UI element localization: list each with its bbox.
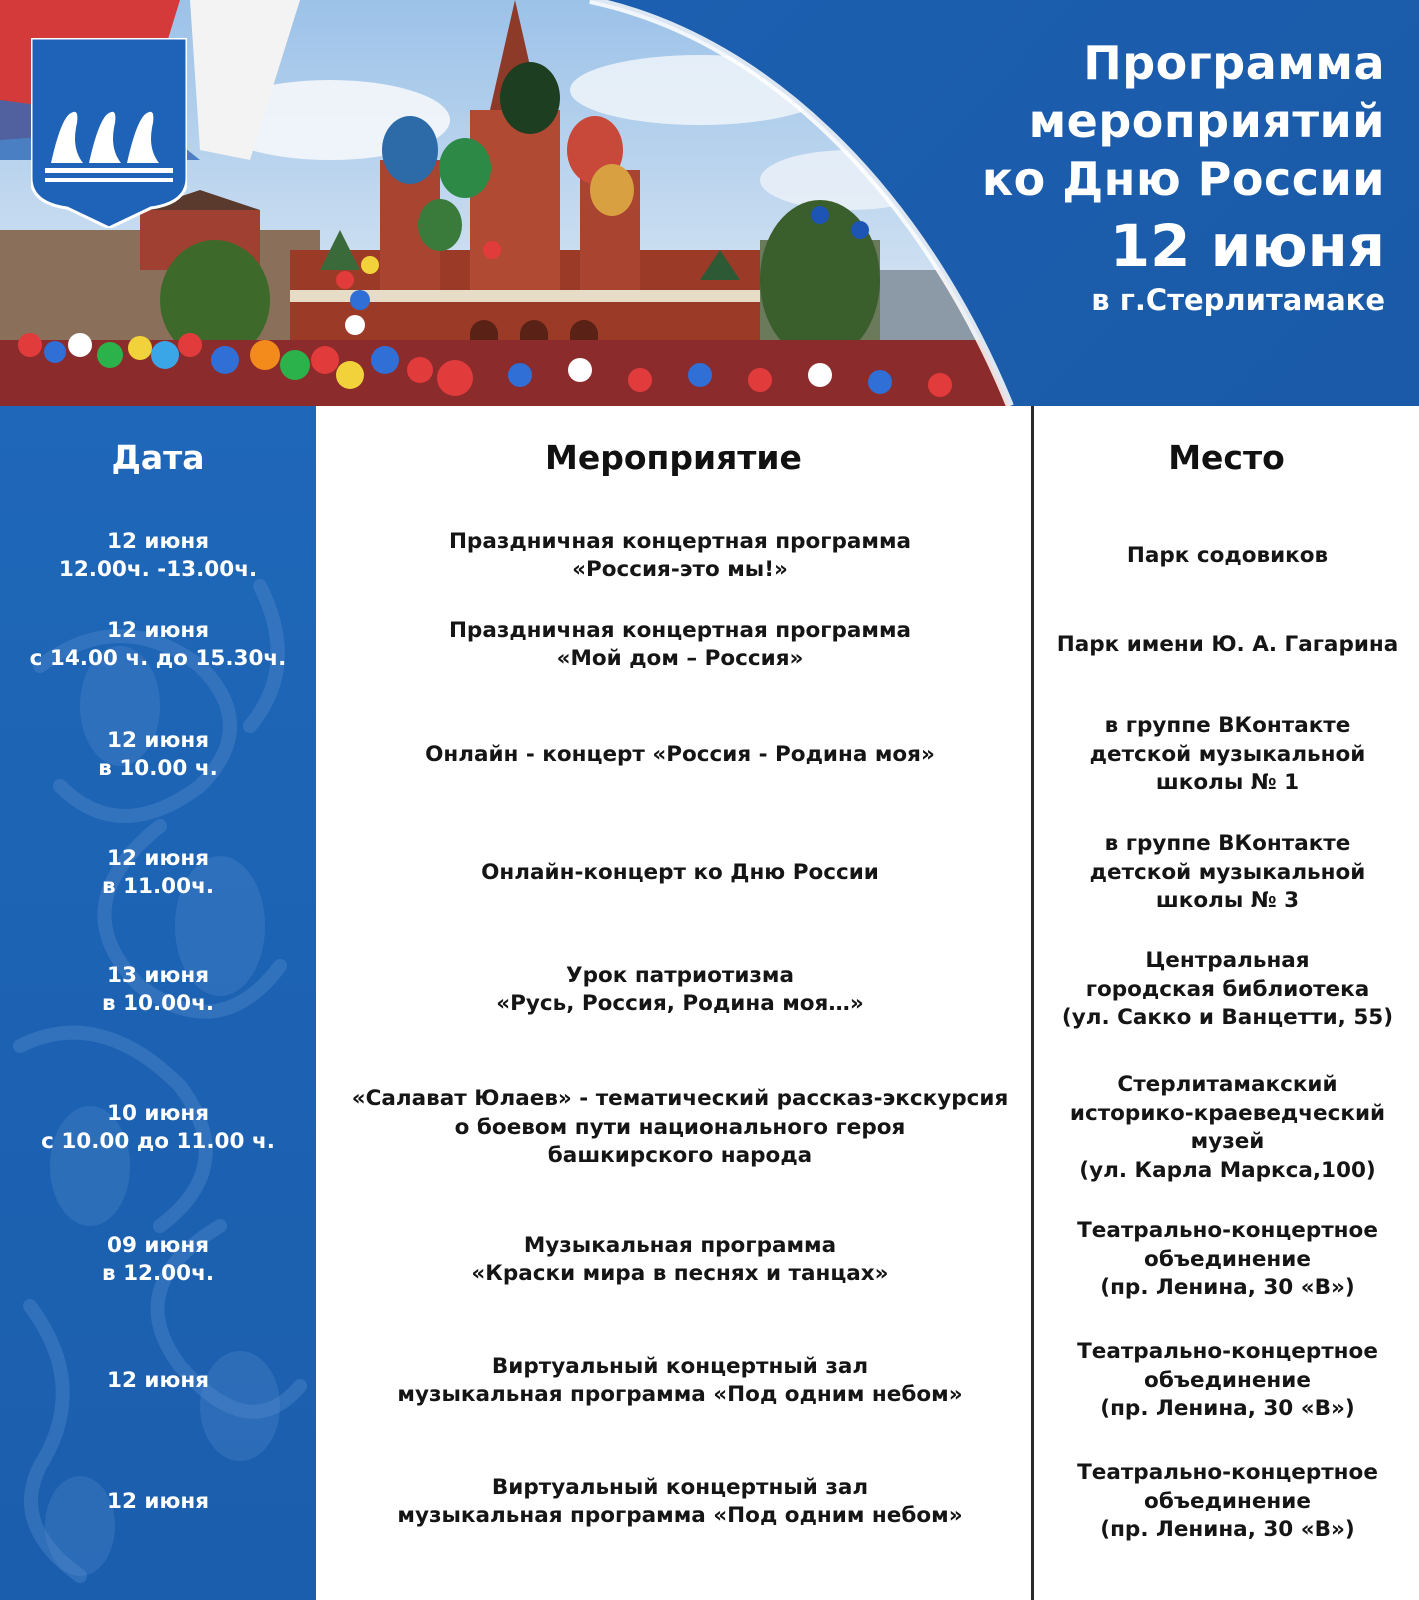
- place-line: школы № 3: [1155, 888, 1300, 914]
- event-line: музыкальная программа «Под одним небом»: [397, 1503, 963, 1528]
- place-line: объединение: [1144, 1488, 1311, 1514]
- row-date: [0, 1333, 316, 1429]
- place-line: (ул. Карла Маркса,100): [1079, 1157, 1376, 1183]
- place-line: Стерлитамакский: [1117, 1072, 1338, 1097]
- column-header-place: Место: [1168, 438, 1285, 477]
- date-line: с 10.00 до 11.00 ч.: [41, 1129, 275, 1154]
- row-place: [1040, 1066, 1415, 1190]
- event-line: Урок патриотизма: [566, 962, 794, 988]
- column-header-event: Мероприятие: [545, 438, 802, 477]
- place-line: (пр. Ленина, 30 «В»): [1100, 1396, 1355, 1422]
- place-line: Центральная: [1145, 948, 1310, 974]
- event-line: «Русь, Россия, Родина моя…»: [496, 991, 864, 1016]
- row-event: [330, 1333, 1030, 1429]
- row-date: [0, 825, 316, 921]
- date-line: в 10.00 ч.: [98, 756, 218, 781]
- row-event: [330, 610, 1030, 680]
- date-line: 12 июня: [106, 727, 210, 753]
- event-line: Музыкальная программа: [523, 1232, 837, 1258]
- event-line: о боевом пути национального героя: [454, 1114, 906, 1140]
- row-date: [0, 707, 316, 803]
- row-date: [0, 610, 316, 680]
- date-line: 12 июня: [106, 617, 210, 643]
- event-line: Виртуальный концертный зал: [491, 1353, 869, 1379]
- date-line: 12.00ч. -13.00ч.: [58, 557, 258, 582]
- event-line: Праздничная концертная программа: [448, 528, 912, 554]
- table-row: [0, 1212, 1419, 1308]
- event-line: Онлайн - концерт «Россия - Родина моя»: [425, 741, 935, 767]
- place-line: историко-краеведческий: [1069, 1100, 1386, 1126]
- date-line: с 14.00 ч. до 15.30ч.: [29, 646, 287, 671]
- place-line: объединение: [1144, 1367, 1311, 1393]
- event-line: музыкальная программа «Под одним небом»: [397, 1382, 963, 1407]
- date-line: 09 июня: [106, 1232, 210, 1258]
- date-line: 12 июня: [106, 1367, 210, 1393]
- table-row: [0, 1333, 1419, 1429]
- place-line: (пр. Ленина, 30 «В»): [1100, 1275, 1355, 1301]
- row-event: [330, 942, 1030, 1038]
- row-date: [0, 1454, 316, 1550]
- place-line: в группе ВКонтакте: [1104, 831, 1351, 857]
- header-banner: [0, 0, 1419, 406]
- row-event: [330, 825, 1030, 921]
- title-line: мероприятий: [1028, 94, 1385, 148]
- row-place: [1040, 1454, 1415, 1550]
- title-city: в г.Стерлитамаке: [1091, 283, 1385, 317]
- column-header-date: Дата: [111, 438, 205, 477]
- place-line: городская библиотека: [1085, 976, 1370, 1002]
- place-line: музей: [1190, 1129, 1265, 1154]
- place-line: Театрально-концертное: [1077, 1339, 1378, 1365]
- date-line: 12 июня: [106, 845, 210, 871]
- event-line: Праздничная концертная программа: [448, 617, 912, 643]
- table-row: [0, 1454, 1419, 1550]
- row-event: [330, 1066, 1030, 1190]
- row-date: [0, 521, 316, 591]
- row-place: [1040, 825, 1415, 921]
- row-event: [330, 521, 1030, 591]
- title-line: ко Дню России: [981, 152, 1385, 206]
- date-line: 13 июня: [106, 962, 210, 988]
- table-row: [0, 942, 1419, 1038]
- event-line: башкирского народа: [547, 1143, 813, 1169]
- place-line: детской музыкальной: [1089, 741, 1366, 767]
- row-place: [1040, 521, 1415, 591]
- row-place: [1040, 1212, 1415, 1308]
- place-line: Парк имени Ю. А. Гагарина: [1056, 631, 1399, 657]
- date-line: в 12.00ч.: [101, 1261, 215, 1286]
- table-row: [0, 825, 1419, 921]
- row-date: [0, 1212, 316, 1308]
- event-line: Виртуальный концертный зал: [491, 1474, 869, 1500]
- date-line: 12 июня: [106, 528, 210, 554]
- row-event: [330, 1212, 1030, 1308]
- row-place: [1040, 610, 1415, 680]
- title-line: Программа: [1083, 36, 1385, 90]
- row-place: [1040, 707, 1415, 803]
- date-line: 12 июня: [106, 1488, 210, 1514]
- event-line: «Салават Юлаев» - тематический рассказ-экскурсия: [351, 1086, 1009, 1112]
- row-event: [330, 1454, 1030, 1550]
- place-line: детской музыкальной: [1089, 859, 1366, 885]
- date-line: в 11.00ч.: [101, 874, 215, 899]
- place-line: (пр. Ленина, 30 «В»): [1100, 1517, 1355, 1543]
- date-line: 10 июня: [106, 1100, 210, 1126]
- title-date: 12 июня: [1109, 212, 1385, 280]
- place-line: Театрально-концертное: [1077, 1460, 1378, 1486]
- place-line: (ул. Сакко и Ванцетти, 55): [1061, 1005, 1394, 1031]
- event-line: «Краски мира в песнях и танцах»: [471, 1261, 889, 1286]
- place-line: Театрально-концертное: [1077, 1218, 1378, 1244]
- title-block: [925, 34, 1385, 318]
- table-row: [0, 610, 1419, 680]
- row-date: [0, 942, 316, 1038]
- place-line: школы № 1: [1155, 770, 1300, 796]
- row-place: [1040, 942, 1415, 1038]
- event-line: «Россия-это мы!»: [572, 557, 788, 582]
- table-row: [0, 1066, 1419, 1190]
- table-row: [0, 521, 1419, 591]
- place-line: объединение: [1144, 1246, 1311, 1272]
- place-line: Парк содовиков: [1126, 542, 1329, 568]
- row-place: [1040, 1333, 1415, 1429]
- city-coat-of-arms-icon: [31, 38, 187, 228]
- row-date: [0, 1066, 316, 1190]
- place-line: в группе ВКонтакте: [1104, 713, 1351, 739]
- date-line: в 10.00ч.: [101, 991, 215, 1016]
- row-event: [330, 707, 1030, 803]
- table-row: [0, 707, 1419, 803]
- event-line: «Мой дом – Россия»: [556, 646, 804, 671]
- event-line: Онлайн-концерт ко Дню России: [481, 859, 879, 885]
